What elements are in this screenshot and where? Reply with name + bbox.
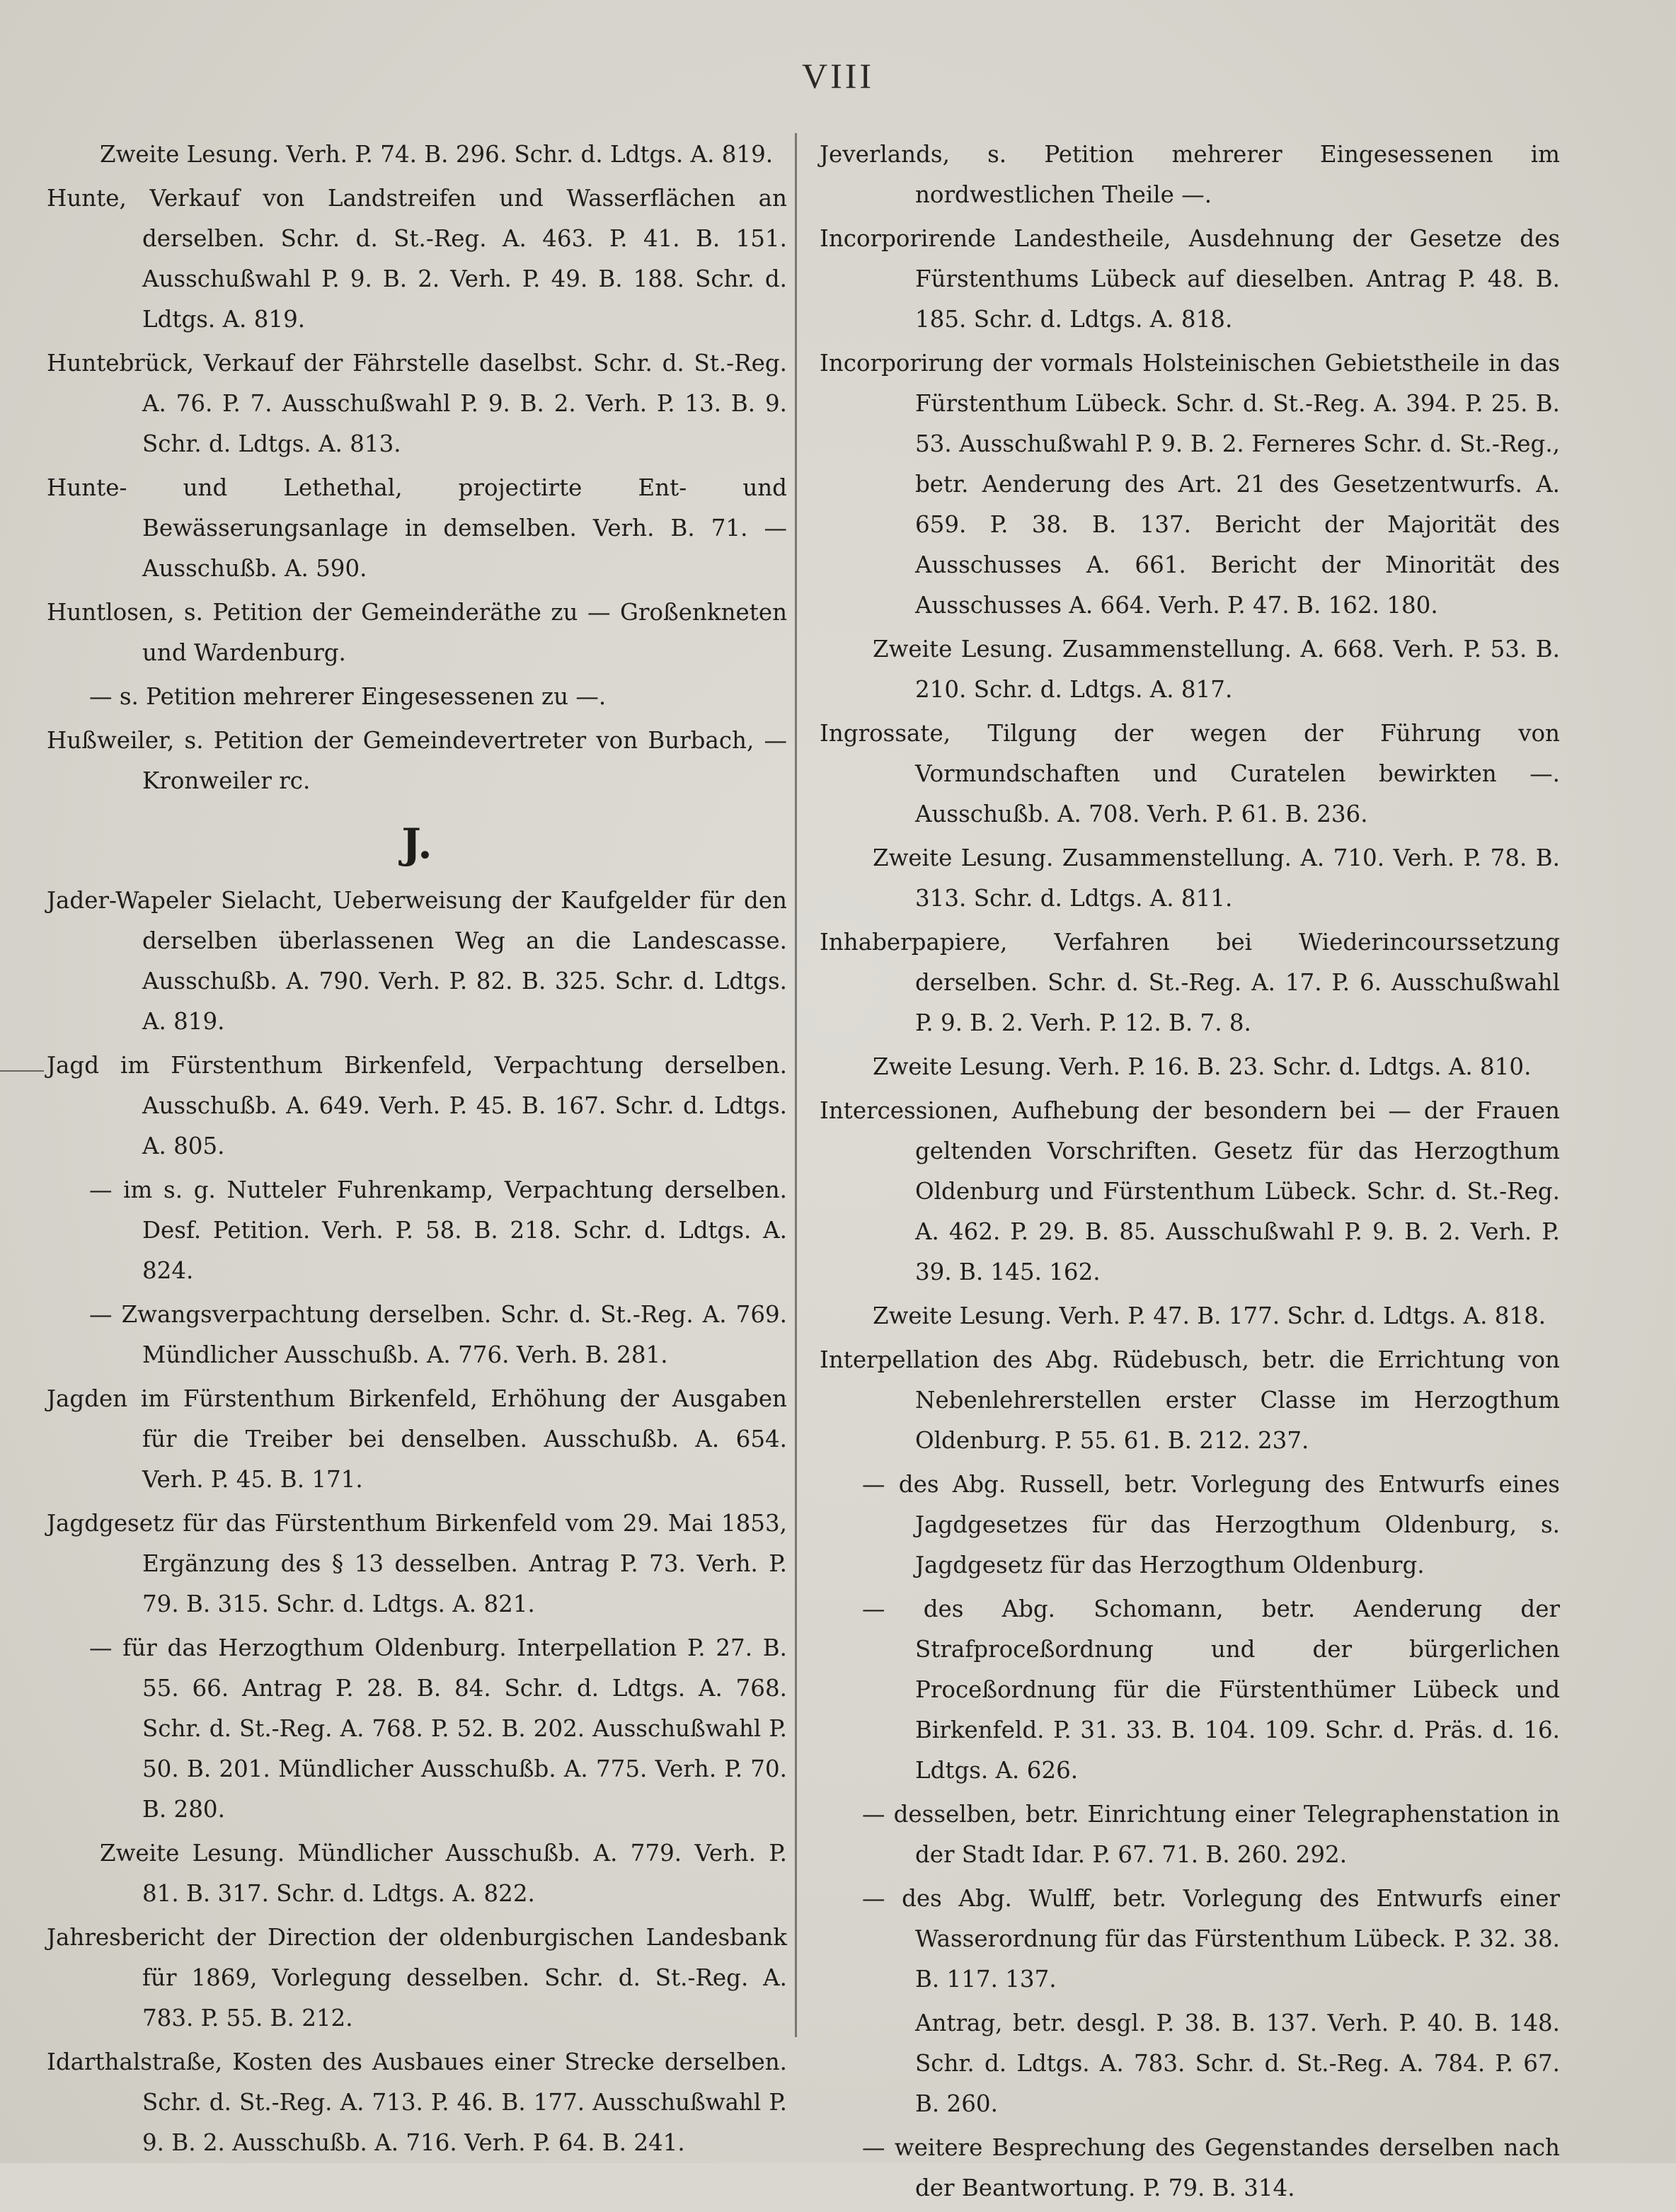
- margin-mark: [0, 1070, 44, 1072]
- index-subentry: — im s. g. Nutteler Fuhrenkamp, Verpachtung derselben. Desf. Petition. Verh. P. 58. B. 218. Schr. d. Ldtgs. A. 824.: [89, 1176, 787, 1284]
- index-subentry: Zweite Lesung. Verh. P. 47. B. 177. Schr. d. Ldtgs. A. 818.: [873, 1302, 1546, 1329]
- index-subentry: — Zwangsverpachtung derselben. Schr. d. St.-Reg. A. 769. Mündlicher Ausschußb. A. 776. Verh. B. 281.: [89, 1301, 787, 1368]
- index-subentry: Antrag, betr. desgl. P. 38. B. 137. Verh. P. 40. B. 148. Schr. d. Ldtgs. A. 783. Schr. d. St.-Reg. A. 784. P. 67. B. 260.: [915, 2010, 1560, 2117]
- index-subentry: — des Abg. Wulff, betr. Vorlegung des Entwurfs einer Wasserordnung für das Fürstenthum Lübeck. P. 32. 38. B. 117. 137.: [862, 1885, 1560, 1993]
- index-entry: Intercessionen, Aufhebung der besondern bei — der Frauen geltenden Vorschriften. Gesetz für das Herzogthum Oldenburg und Fürstenthum Lübeck. Schr. d. St.-Reg. A. 462. P. 29. B. 85. Ausschußwahl P. 9. B. 2. Verh. P. 39. B. 145. 162.: [820, 1097, 1560, 1285]
- index-entry: Jader-Wapeler Sielacht, Ueberweisung der Kaufgelder für den derselben überlassenen Weg an die Landescasse. Ausschußb. A. 790. Verh. P. 82. B. 325. Schr. d. Ldtgs. A. 819.: [47, 887, 787, 1035]
- index-subentry: — s. Petition mehrerer Eingesessenen zu —.: [89, 683, 607, 710]
- index-subentry: — desselben, betr. Einrichtung einer Telegraphenstation in der Stadt Idar. P. 67. 71. B. 260. 292.: [862, 1801, 1560, 1868]
- index-subentry: Zweite Lesung. Mündlicher Ausschußb. A. 779. Verh. P. 81. B. 317. Schr. d. Ldtgs. A. 822.: [100, 1840, 787, 1907]
- left-column: [47, 134, 787, 2167]
- index-entry: Incorporirung der vormals Holsteinischen Gebietstheile in das Fürstenthum Lübeck. Schr. d. St.-Reg. A. 394. P. 25. B. 53. Ausschußwahl P. 9. B. 2. Ferneres Schr. d. St.-Reg., betr. Aenderung des Art. 21 des Gesetzentwurfs. A. 659. P. 38. B. 137. Bericht der Majorität des Ausschusses A. 661. Bericht der Minorität des Ausschusses A. 664. Verh. P. 47. B. 162. 180.: [820, 350, 1560, 619]
- index-entry: Interpellation des Abg. Rüdebusch, betr. die Errichtung von Nebenlehrerstellen erster Classe im Herzogthum Oldenburg. P. 55. 61. B. 212. 237.: [820, 1346, 1560, 1454]
- page-number: VIII: [801, 56, 875, 96]
- section-letter: J.: [401, 820, 432, 868]
- index-entry: Jagdgesetz für das Fürstenthum Birkenfeld vom 29. Mai 1853, Ergänzung des § 13 desselben. Antrag P. 73. Verh. P. 79. B. 315. Schr. d. Ldtgs. A. 821.: [47, 1510, 787, 1617]
- index-entry: Inhaberpapiere, Verfahren bei Wiederincourssetzung derselben. Schr. d. St.-Reg. A. 17. P. 6. Ausschußwahl P. 9. B. 2. Verh. P. 12. B. 7. 8.: [820, 929, 1560, 1036]
- index-subentry: — für das Herzogthum Oldenburg. Interpellation P. 27. B. 55. 66. Antrag P. 28. B. 84. Schr. d. Ldtgs. A. 768. Schr. d. St.-Reg. A. 768. P. 52. B. 202. Ausschußwahl P. 50. B. 201. Mündlicher Ausschußb. A. 775. Verh. P. 70. B. 280.: [89, 1634, 787, 1823]
- index-subentry: — weitere Besprechung des Gegenstandes derselben nach der Beantwortung. P. 79. B. 314.: [862, 2134, 1560, 2201]
- index-subentry: — des Abg. Russell, betr. Vorlegung des Entwurfs eines Jagdgesetzes für das Herzogthum Oldenburg, s. Jagdgesetz für das Herzogthum Oldenburg.: [862, 1471, 1560, 1578]
- index-subentry: Zweite Lesung. Verh. P. 16. B. 23. Schr. d. Ldtgs. A. 810.: [873, 1053, 1532, 1080]
- index-entry: Zweite Lesung. Verh. P. 74. B. 296. Schr. d. Ldtgs. A. 819.: [100, 141, 774, 168]
- index-entry: Jagd im Fürstenthum Birkenfeld, Verpachtung derselben. Ausschußb. A. 649. Verh. P. 45. B. 167. Schr. d. Ldtgs. A. 805.: [47, 1052, 787, 1159]
- index-entry: Idarthalstraße, Kosten des Ausbaues einer Strecke derselben. Schr. d. St.-Reg. A. 713. P. 46. B. 177. Ausschußwahl P. 9. B. 2. Ausschußb. A. 716. Verh. P. 64. B. 241.: [47, 2048, 787, 2156]
- index-entry: Hußweiler, s. Petition der Gemeindevertreter von Burbach, — Kronweiler rc.: [47, 727, 787, 794]
- index-entry: Hunte, Verkauf von Landstreifen und Wasserflächen an derselben. Schr. d. St.-Reg. A. 463. P. 41. B. 151. Ausschußwahl P. 9. B. 2. Verh. P. 49. B. 188. Schr. d. Ldtgs. A. 819.: [47, 185, 787, 333]
- index-subentry: Zweite Lesung. Zusammenstellung. A. 710. Verh. P. 78. B. 313. Schr. d. Ldtgs. A. 811.: [873, 844, 1560, 912]
- index-entry: Ingrossate, Tilgung der wegen der Führung von Vormundschaften und Curatelen bewirkten —. Ausschußb. A. 708. Verh. P. 61. B. 236.: [820, 720, 1560, 827]
- column-divider: [795, 133, 797, 2037]
- index-subentry: Zweite Lesung. Zusammenstellung. A. 668. Verh. P. 53. B. 210. Schr. d. Ldtgs. A. 817.: [873, 636, 1560, 703]
- index-entry: Huntlosen, s. Petition der Gemeinderäthe zu — Großenkneten und Wardenburg.: [47, 599, 787, 666]
- index-subentry: — des Abg. Schomann, betr. Aenderung der Strafproceßordnung und der bürgerlichen Proceßordnung für die Fürstenthümer Lübeck und Birkenfeld. P. 31. 33. B. 104. 109. Schr. d. Präs. d. 16. Ldtgs. A. 626.: [862, 1595, 1560, 1784]
- index-entry: Huntebrück, Verkauf der Fährstelle daselbst. Schr. d. St.-Reg. A. 76. P. 7. Ausschußwahl P. 9. B. 2. Verh. P. 13. B. 9. Schr. d. Ldtgs. A. 813.: [47, 350, 787, 457]
- index-entry: Jahresbericht der Direction der oldenburgischen Landesbank für 1869, Vorlegung desselben. Schr. d. St.-Reg. A. 783. P. 55. B. 212.: [47, 1924, 787, 2032]
- index-entry: Incorporirende Landestheile, Ausdehnung der Gesetze des Fürstenthums Lübeck auf dieselben. Antrag P. 48. B. 185. Schr. d. Ldtgs. A. 818.: [820, 225, 1560, 333]
- right-column: [820, 134, 1560, 2212]
- index-entry: Hunte- und Lethethal, projectirte Ent- und Bewässerungsanlage in demselben. Verh. B. 71. — Ausschußb. A. 590.: [47, 474, 787, 582]
- index-entry: Jeverlands, s. Petition mehrerer Eingesessenen im nordwestlichen Theile —.: [820, 141, 1560, 208]
- index-entry: Jagden im Fürstenthum Birkenfeld, Erhöhung der Ausgaben für die Treiber bei denselben. Ausschußb. A. 654. Verh. P. 45. B. 171.: [47, 1385, 787, 1493]
